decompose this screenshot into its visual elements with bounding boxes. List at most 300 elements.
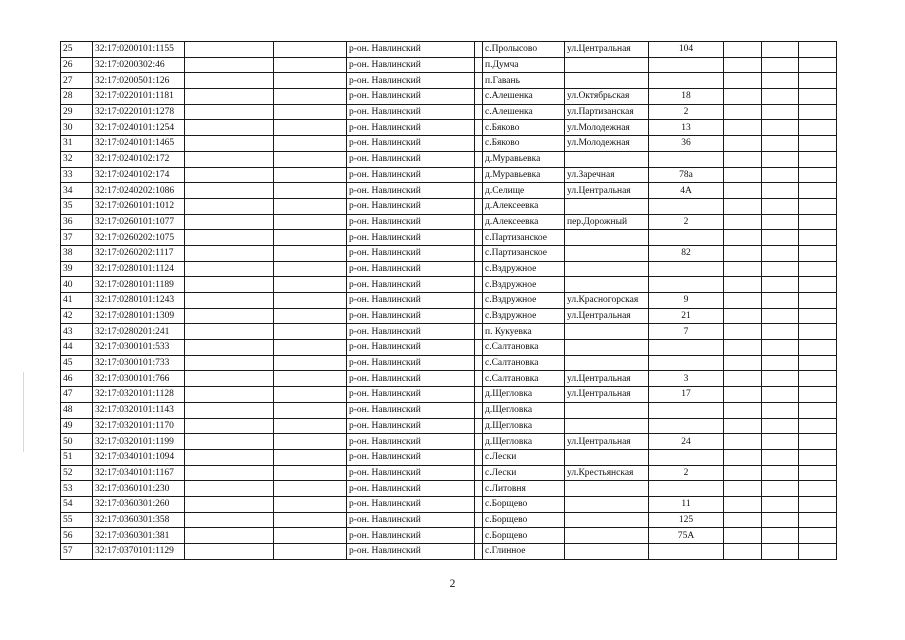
cadastral-number: 32:17:0280101:1189 — [93, 277, 185, 293]
blank-cell — [724, 261, 762, 277]
blank-cell — [799, 449, 837, 465]
locality-name: с.Литовня — [483, 481, 565, 497]
row-number: 25 — [61, 42, 93, 58]
blank-cell — [274, 42, 347, 58]
blank-cell — [724, 434, 762, 450]
blank-cell — [799, 308, 837, 324]
street-name: ул.Центральная — [565, 183, 649, 199]
narrow-blank-cell — [475, 89, 483, 105]
blank-cell — [799, 324, 837, 340]
blank-cell — [762, 42, 799, 58]
row-number: 46 — [61, 371, 93, 387]
blank-cell — [274, 261, 347, 277]
row-number: 36 — [61, 214, 93, 230]
row-number: 28 — [61, 89, 93, 105]
blank-cell — [185, 42, 274, 58]
blank-cell — [274, 340, 347, 356]
locality-name: д.Щегловка — [483, 402, 565, 418]
blank-cell — [799, 198, 837, 214]
locality-name: д.Селище — [483, 183, 565, 199]
row-number: 44 — [61, 340, 93, 356]
locality-name: п.Думча — [483, 57, 565, 73]
row-number: 53 — [61, 481, 93, 497]
district-name: р-он. Навлинский — [347, 230, 475, 246]
narrow-blank-cell — [475, 277, 483, 293]
street-name — [565, 449, 649, 465]
cadastral-number: 32:17:0260101:1012 — [93, 198, 185, 214]
blank-cell — [762, 293, 799, 309]
blank-cell — [185, 308, 274, 324]
locality-name: с.Салтановка — [483, 340, 565, 356]
blank-cell — [185, 120, 274, 136]
blank-cell — [762, 245, 799, 261]
table-row — [61, 120, 837, 136]
blank-cell — [274, 277, 347, 293]
table-row — [61, 89, 837, 105]
blank-cell — [799, 434, 837, 450]
house-number — [649, 481, 724, 497]
blank-cell — [799, 512, 837, 528]
house-number: 24 — [649, 434, 724, 450]
table-row — [61, 355, 837, 371]
table-row — [61, 245, 837, 261]
blank-cell — [724, 183, 762, 199]
district-name: р-он. Навлинский — [347, 512, 475, 528]
blank-cell — [799, 136, 837, 152]
locality-name: с.Бяково — [483, 136, 565, 152]
blank-cell — [724, 73, 762, 89]
locality-name: п. Кукуевка — [483, 324, 565, 340]
row-number: 50 — [61, 434, 93, 450]
cadastral-number: 32:17:0280201:241 — [93, 324, 185, 340]
narrow-blank-cell — [475, 308, 483, 324]
cadastral-number: 32:17:0240101:1465 — [93, 136, 185, 152]
narrow-blank-cell — [475, 340, 483, 356]
blank-cell — [799, 42, 837, 58]
blank-cell — [274, 308, 347, 324]
row-number: 56 — [61, 528, 93, 544]
blank-cell — [185, 340, 274, 356]
house-number: 3 — [649, 371, 724, 387]
house-number — [649, 198, 724, 214]
blank-cell — [799, 402, 837, 418]
district-name: р-он. Навлинский — [347, 340, 475, 356]
blank-cell — [724, 528, 762, 544]
district-name: р-он. Навлинский — [347, 104, 475, 120]
blank-cell — [724, 340, 762, 356]
row-number: 49 — [61, 418, 93, 434]
street-name: ул.Красногорская — [565, 293, 649, 309]
blank-cell — [724, 481, 762, 497]
table-row — [61, 528, 837, 544]
street-name: ул.Центральная — [565, 434, 649, 450]
row-number: 52 — [61, 465, 93, 481]
narrow-blank-cell — [475, 387, 483, 403]
blank-cell — [799, 183, 837, 199]
locality-name: с.Алешенка — [483, 104, 565, 120]
blank-cell — [724, 355, 762, 371]
blank-cell — [724, 308, 762, 324]
table-row — [61, 277, 837, 293]
street-name — [565, 277, 649, 293]
blank-cell — [762, 481, 799, 497]
blank-cell — [799, 89, 837, 105]
row-number: 45 — [61, 355, 93, 371]
blank-cell — [762, 277, 799, 293]
narrow-blank-cell — [475, 402, 483, 418]
narrow-blank-cell — [475, 293, 483, 309]
row-number: 26 — [61, 57, 93, 73]
blank-cell — [274, 245, 347, 261]
narrow-blank-cell — [475, 57, 483, 73]
locality-name: с.Партизанское — [483, 245, 565, 261]
blank-cell — [274, 120, 347, 136]
blank-cell — [185, 324, 274, 340]
blank-cell — [185, 465, 274, 481]
blank-cell — [799, 496, 837, 512]
blank-cell — [799, 120, 837, 136]
blank-cell — [724, 465, 762, 481]
blank-cell — [724, 293, 762, 309]
district-name: р-он. Навлинский — [347, 355, 475, 371]
table-row — [61, 261, 837, 277]
locality-name: с.Партизанское — [483, 230, 565, 246]
narrow-blank-cell — [475, 355, 483, 371]
blank-cell — [185, 293, 274, 309]
table-row — [61, 544, 837, 560]
locality-name: д.Щегловка — [483, 434, 565, 450]
district-name: р-он. Навлинский — [347, 183, 475, 199]
narrow-blank-cell — [475, 230, 483, 246]
table-row — [61, 418, 837, 434]
blank-cell — [799, 73, 837, 89]
narrow-blank-cell — [475, 512, 483, 528]
table-row — [61, 387, 837, 403]
blank-cell — [799, 387, 837, 403]
blank-cell — [274, 214, 347, 230]
cadastral-number: 32:17:0320101:1143 — [93, 402, 185, 418]
locality-name: с.Борщево — [483, 496, 565, 512]
house-number: 82 — [649, 245, 724, 261]
blank-cell — [799, 371, 837, 387]
blank-cell — [762, 371, 799, 387]
cadastral-number: 32:17:0220101:1181 — [93, 89, 185, 105]
blank-cell — [799, 465, 837, 481]
cadastral-number: 32:17:0360301:358 — [93, 512, 185, 528]
narrow-blank-cell — [475, 449, 483, 465]
street-name — [565, 73, 649, 89]
blank-cell — [724, 277, 762, 293]
locality-name: д.Щегловка — [483, 387, 565, 403]
blank-cell — [762, 214, 799, 230]
blank-cell — [274, 418, 347, 434]
blank-cell — [799, 151, 837, 167]
cadastral-number: 32:17:0300101:733 — [93, 355, 185, 371]
cadastral-number: 32:17:0300101:533 — [93, 340, 185, 356]
locality-name: с.Салтановка — [483, 371, 565, 387]
blank-cell — [274, 293, 347, 309]
table-row — [61, 481, 837, 497]
district-name: р-он. Навлинский — [347, 73, 475, 89]
street-name — [565, 230, 649, 246]
blank-cell — [762, 73, 799, 89]
row-number: 38 — [61, 245, 93, 261]
narrow-blank-cell — [475, 261, 483, 277]
blank-cell — [799, 528, 837, 544]
blank-cell — [724, 496, 762, 512]
scan-edge-mark — [23, 372, 24, 452]
blank-cell — [799, 340, 837, 356]
blank-cell — [185, 355, 274, 371]
narrow-blank-cell — [475, 136, 483, 152]
row-number: 43 — [61, 324, 93, 340]
blank-cell — [185, 387, 274, 403]
blank-cell — [274, 198, 347, 214]
cadastral-number: 32:17:0340101:1094 — [93, 449, 185, 465]
blank-cell — [274, 104, 347, 120]
street-name — [565, 340, 649, 356]
blank-cell — [185, 57, 274, 73]
house-number — [649, 73, 724, 89]
house-number — [649, 277, 724, 293]
cadastral-number: 32:17:0300101:766 — [93, 371, 185, 387]
narrow-blank-cell — [475, 151, 483, 167]
table-row — [61, 308, 837, 324]
blank-cell — [762, 449, 799, 465]
blank-cell — [762, 387, 799, 403]
street-name: ул.Центральная — [565, 371, 649, 387]
house-number: 13 — [649, 120, 724, 136]
row-number: 40 — [61, 277, 93, 293]
blank-cell — [799, 544, 837, 560]
blank-cell — [185, 261, 274, 277]
row-number: 27 — [61, 73, 93, 89]
district-name: р-он. Навлинский — [347, 528, 475, 544]
blank-cell — [762, 324, 799, 340]
cadastral-number: 32:17:0320101:1128 — [93, 387, 185, 403]
blank-cell — [762, 355, 799, 371]
narrow-blank-cell — [475, 42, 483, 58]
blank-cell — [724, 89, 762, 105]
blank-cell — [799, 418, 837, 434]
blank-cell — [274, 465, 347, 481]
locality-name: с.Вздружное — [483, 277, 565, 293]
row-number: 39 — [61, 261, 93, 277]
table-row — [61, 324, 837, 340]
cadastral-number: 32:17:0360301:260 — [93, 496, 185, 512]
street-name: ул.Крестьянская — [565, 465, 649, 481]
locality-name: с.Вздружное — [483, 261, 565, 277]
district-name: р-он. Навлинский — [347, 136, 475, 152]
blank-cell — [274, 402, 347, 418]
blank-cell — [185, 481, 274, 497]
blank-cell — [274, 230, 347, 246]
narrow-blank-cell — [475, 167, 483, 183]
street-name: ул.Молодежная — [565, 120, 649, 136]
district-name: р-он. Навлинский — [347, 481, 475, 497]
cadastral-number: 32:17:0340101:1167 — [93, 465, 185, 481]
district-name: р-он. Навлинский — [347, 496, 475, 512]
blank-cell — [724, 402, 762, 418]
table-body — [61, 42, 837, 560]
district-name: р-он. Навлинский — [347, 324, 475, 340]
table-row — [61, 42, 837, 58]
row-number: 31 — [61, 136, 93, 152]
district-name: р-он. Навлинский — [347, 402, 475, 418]
street-name: ул.Центральная — [565, 387, 649, 403]
table-row — [61, 512, 837, 528]
blank-cell — [274, 57, 347, 73]
street-name — [565, 528, 649, 544]
street-name — [565, 198, 649, 214]
blank-cell — [724, 512, 762, 528]
blank-cell — [762, 434, 799, 450]
blank-cell — [799, 481, 837, 497]
blank-cell — [762, 167, 799, 183]
house-number: 125 — [649, 512, 724, 528]
blank-cell — [762, 89, 799, 105]
cadastral-number: 32:17:0280101:1309 — [93, 308, 185, 324]
locality-name: с.Борщево — [483, 512, 565, 528]
cadastral-number: 32:17:0240102:174 — [93, 167, 185, 183]
blank-cell — [274, 355, 347, 371]
table-row — [61, 434, 837, 450]
row-number: 34 — [61, 183, 93, 199]
blank-cell — [724, 120, 762, 136]
district-name: р-он. Навлинский — [347, 57, 475, 73]
district-name: р-он. Навлинский — [347, 434, 475, 450]
narrow-blank-cell — [475, 481, 483, 497]
blank-cell — [762, 57, 799, 73]
blank-cell — [799, 277, 837, 293]
narrow-blank-cell — [475, 371, 483, 387]
street-name: ул.Партизанская — [565, 104, 649, 120]
blank-cell — [185, 245, 274, 261]
page-number: 2 — [449, 578, 456, 590]
house-number: 7 — [649, 324, 724, 340]
locality-name: д.Алексеевка — [483, 214, 565, 230]
narrow-blank-cell — [475, 73, 483, 89]
blank-cell — [762, 465, 799, 481]
district-name: р-он. Навлинский — [347, 245, 475, 261]
row-number: 51 — [61, 449, 93, 465]
blank-cell — [799, 167, 837, 183]
row-number: 48 — [61, 402, 93, 418]
district-name: р-он. Навлинский — [347, 42, 475, 58]
district-name: р-он. Навлинский — [347, 449, 475, 465]
house-number — [649, 261, 724, 277]
blank-cell — [724, 324, 762, 340]
blank-cell — [762, 183, 799, 199]
district-name: р-он. Навлинский — [347, 167, 475, 183]
blank-cell — [799, 355, 837, 371]
street-name — [565, 355, 649, 371]
blank-cell — [274, 89, 347, 105]
blank-cell — [762, 261, 799, 277]
narrow-blank-cell — [475, 418, 483, 434]
blank-cell — [724, 214, 762, 230]
blank-cell — [274, 183, 347, 199]
blank-cell — [185, 544, 274, 560]
house-number: 11 — [649, 496, 724, 512]
blank-cell — [185, 402, 274, 418]
blank-cell — [185, 277, 274, 293]
district-name: р-он. Навлинский — [347, 277, 475, 293]
narrow-blank-cell — [475, 324, 483, 340]
house-number: 18 — [649, 89, 724, 105]
blank-cell — [724, 42, 762, 58]
cadastral-number: 32:17:0200501:126 — [93, 73, 185, 89]
locality-name: д.Муравьевка — [483, 167, 565, 183]
blank-cell — [185, 496, 274, 512]
narrow-blank-cell — [475, 465, 483, 481]
blank-cell — [799, 230, 837, 246]
cadastral-number: 32:17:0280101:1243 — [93, 293, 185, 309]
narrow-blank-cell — [475, 214, 483, 230]
narrow-blank-cell — [475, 245, 483, 261]
cadastral-number: 32:17:0320101:1199 — [93, 434, 185, 450]
cadastral-number: 32:17:0280101:1124 — [93, 261, 185, 277]
house-number: 9 — [649, 293, 724, 309]
street-name — [565, 418, 649, 434]
blank-cell — [274, 481, 347, 497]
table-row — [61, 371, 837, 387]
row-number: 42 — [61, 308, 93, 324]
house-number: 104 — [649, 42, 724, 58]
blank-cell — [185, 449, 274, 465]
blank-cell — [724, 418, 762, 434]
street-name — [565, 496, 649, 512]
cadastral-number: 32:17:0360301:381 — [93, 528, 185, 544]
blank-cell — [724, 371, 762, 387]
locality-name: с.Лески — [483, 465, 565, 481]
blank-cell — [762, 120, 799, 136]
blank-cell — [185, 418, 274, 434]
street-name — [565, 324, 649, 340]
blank-cell — [762, 512, 799, 528]
blank-cell — [799, 261, 837, 277]
row-number: 29 — [61, 104, 93, 120]
house-number — [649, 544, 724, 560]
blank-cell — [185, 89, 274, 105]
blank-cell — [724, 151, 762, 167]
blank-cell — [799, 293, 837, 309]
blank-cell — [185, 230, 274, 246]
blank-cell — [274, 544, 347, 560]
cadastral-number: 32:17:0370101:1129 — [93, 544, 185, 560]
blank-cell — [185, 198, 274, 214]
street-name — [565, 261, 649, 277]
table-row — [61, 402, 837, 418]
blank-cell — [799, 245, 837, 261]
locality-name: с.Салтановка — [483, 355, 565, 371]
cadastral-number: 32:17:0240102:172 — [93, 151, 185, 167]
blank-cell — [762, 104, 799, 120]
street-name: ул.Центральная — [565, 308, 649, 324]
blank-cell — [185, 214, 274, 230]
street-name: ул.Молодежная — [565, 136, 649, 152]
locality-name: с.Глинное — [483, 544, 565, 560]
cadastral-number: 32:17:0220101:1278 — [93, 104, 185, 120]
narrow-blank-cell — [475, 528, 483, 544]
narrow-blank-cell — [475, 544, 483, 560]
locality-name: д.Алексеевка — [483, 198, 565, 214]
blank-cell — [274, 136, 347, 152]
district-name: р-он. Навлинский — [347, 308, 475, 324]
blank-cell — [274, 324, 347, 340]
district-name: р-он. Навлинский — [347, 544, 475, 560]
table-row — [61, 151, 837, 167]
